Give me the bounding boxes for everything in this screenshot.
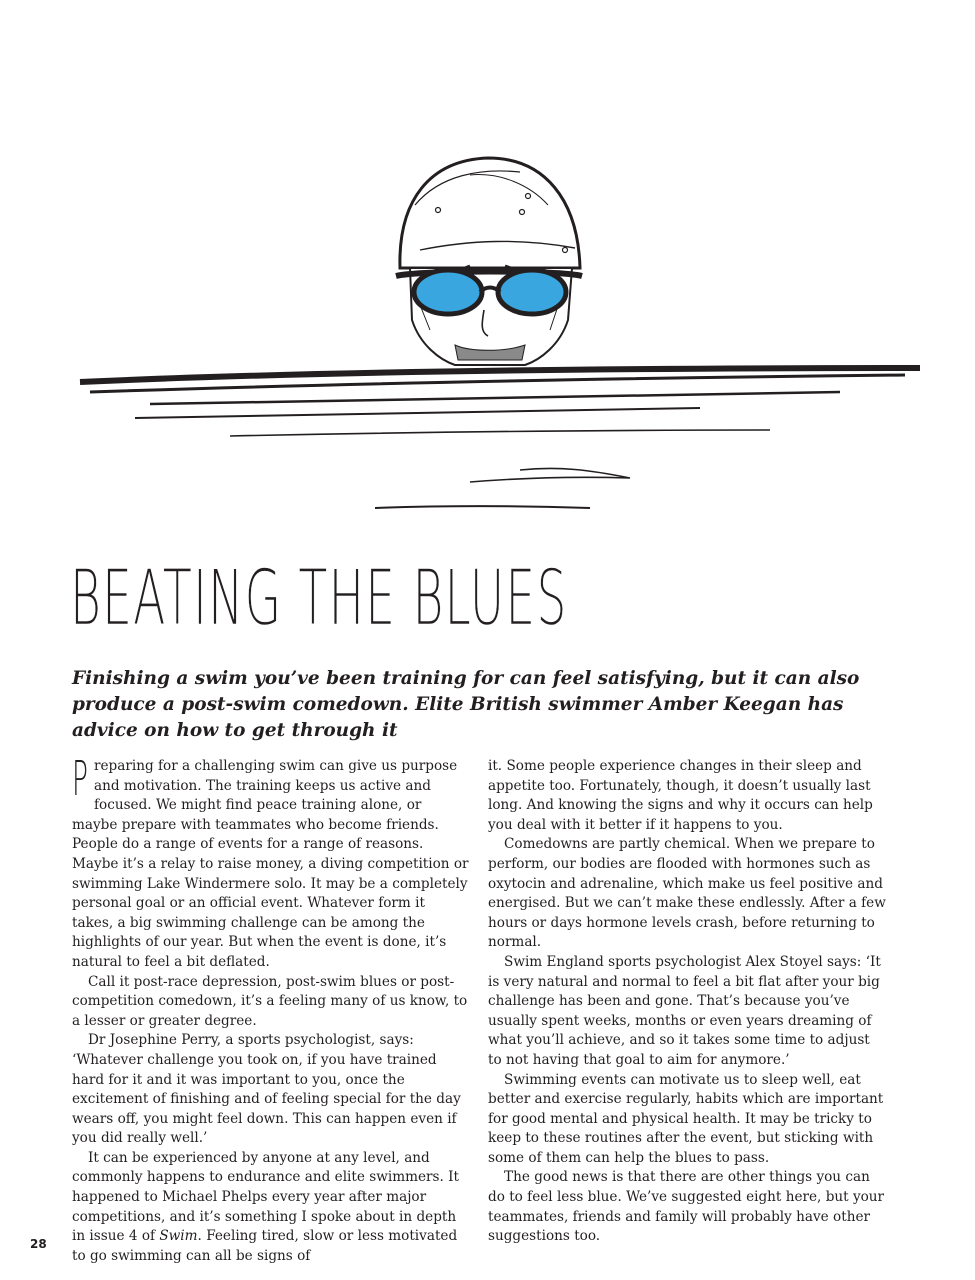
goggle-right-lens (498, 270, 566, 314)
body-paragraph: Call it post-race depression, post-swim blues or post-competition comedown, it’s a feeling many of us know, to a lesser or greater degree. (72, 973, 468, 1029)
body-paragraph: Swim England sports psychologist Alex Stoyel says: ‘It is very natural and normal to feel a bit flat after your big challenge has been and gone. That’s because you’ve usually spent weeks, months or even years dreaming of what you’ll achieve, and so it takes some time to adjust to not having that goal to aim for anymore.’ (488, 953, 881, 1068)
body-paragraph: It can be experienced by anyone at any level, and commonly happens to endurance and elite swimmers. It happened to Michael Phelps every year after major competitions, and it’s something I spoke about in depth in issue 4 of Swim. Feeling tired, slow or less motivated to go swimming can all be signs of (72, 1149, 459, 1264)
magazine-name: Swim (159, 1228, 198, 1245)
swimmer-illustration (0, 0, 975, 560)
body-column-right (488, 757, 886, 1247)
article-title: BEATING THE BLUES (70, 553, 568, 642)
body-paragraph: The good news is that there are other things you can do to feel less blue. We’ve suggested eight here, but your teammates, friends and family will probably have other suggestions too. (488, 1169, 885, 1245)
body-paragraph: Preparing for a challenging swim can give us purpose and motivation. The training keeps us active and focused. We might find peace training alone, or maybe prepare with teammates who become friends. People do a range of events for a range of reasons. Maybe it’s a relay to raise money, a diving competition or swimming Lake Windermere solo. It may be a completely personal goal or an official event. Whatever form it takes, a big swimming challenge can be among the highlights of our year. But when the event is done, it’s natural to feel a bit deflated. (72, 751, 469, 970)
swim-cap (400, 158, 580, 268)
body-paragraph: it. Some people experience changes in their sleep and appetite too. Fortunately, though, it doesn’t usually last long. And knowing the signs and why it occurs can help you deal with it better if it happens to you. (488, 758, 873, 833)
goggle-left-lens (414, 270, 482, 314)
article-standfirst: Finishing a swim you’ve been training for can feel satisfying, but it can also produce a post-swim comedown. Elite British swimmer Amber Keegan has advice on how to get through it (72, 668, 860, 741)
body-paragraph: Comedowns are partly chemical. When we prepare to perform, our bodies are flooded with hormones such as oxytocin and adrenaline, which make us feel positive and energised. But we can’t make these endlessly. After a few hours or days hormone levels crash, before returning to normal. (488, 836, 886, 951)
drop-cap: P (72, 751, 88, 807)
body-paragraph: Swimming events can motivate us to sleep well, eat better and exercise regularly, habits which are important for good mental and physical health. It may be tricky to keep to these routines after the event, but sticking with some of them can help the blues to pass. (488, 1071, 884, 1166)
body-column-left (72, 751, 470, 1266)
body-paragraph: Dr Josephine Perry, a sports psychologist, says: ‘Whatever challenge you took on, if you have trained hard for it and it was important to you, once the excitement of finishing and of feeling special for the day wears off, you might feel down. This can happen even if you did really well.’ (72, 1032, 461, 1147)
page-number: 28 (30, 1237, 47, 1251)
